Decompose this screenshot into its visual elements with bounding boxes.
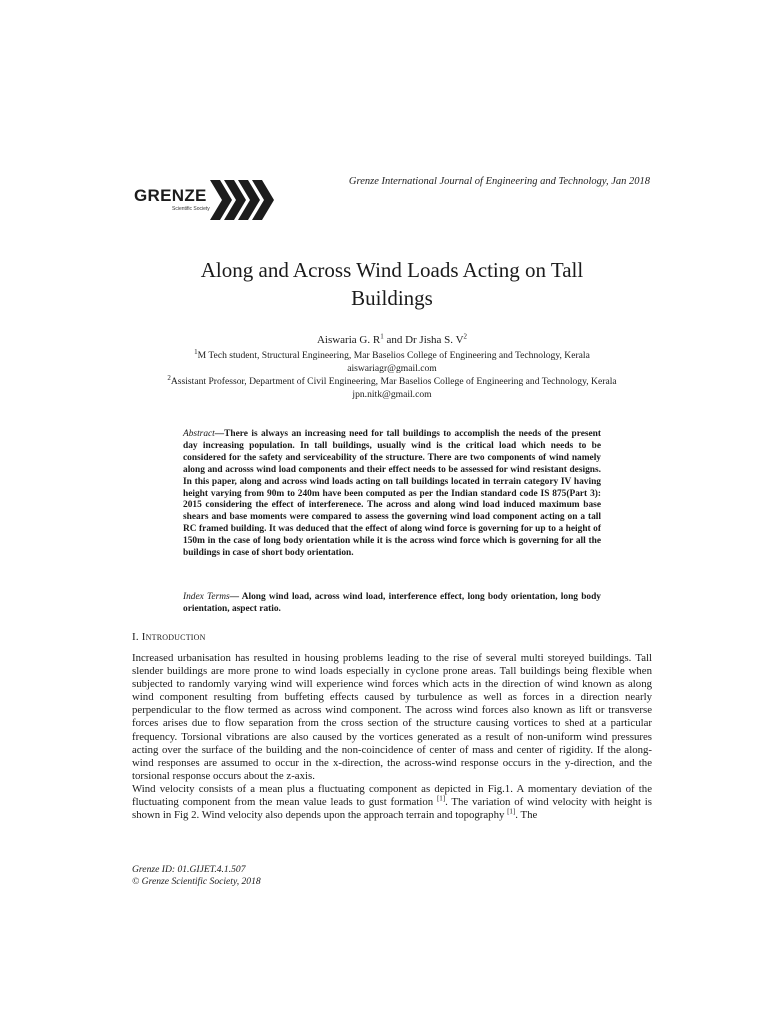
author-1: Aiswaria G. R xyxy=(316,334,381,346)
affiliation-2 xyxy=(92,373,692,388)
citation-2: [1] xyxy=(507,807,516,816)
journal-header: Grenze International Journal of Engineering and Technology, Jan 2018 xyxy=(348,176,650,187)
copyright: © Grenze Scientific Society, 2018 xyxy=(132,876,261,887)
page-footer xyxy=(132,864,261,888)
paragraph-2 xyxy=(132,783,652,822)
grenze-id: Grenze ID: 01.GIJET.4.1.507 xyxy=(132,864,246,875)
paragraph-2-part-2: . The variation of wind velocity with height is shown in Fig 2. Wind velocity also depends upon the approach terrain and topography xyxy=(132,796,652,822)
email-2: jpn.nitk@gmail.com xyxy=(352,389,432,400)
index-terms-lead: Index Terms xyxy=(183,592,230,602)
title-line-2: Buildings xyxy=(351,286,433,310)
paragraph-2-part-3: . The xyxy=(515,809,538,822)
abstract xyxy=(183,429,601,560)
section-heading xyxy=(132,631,206,643)
paragraph-1: Increased urbanisation has resulted in housing problems leading to the rise of several multi storeyed buildings. Tall slender buildings are more prone to wind loads especially in cyclone prone areas. Tall buildings being flexible when subjected to randomly varying wind will experience wind forces which acts in the direction of wind known as along wind component resulting from buffeting effects caused by turbulence as well as forces in a direction nearly perpendicular to the flow termed as across wind component. The across wind forces also known as lift or transverse forces arises due to flow separation from the cross section of the structure causing vortices to shed at a particular frequency. Torsional vibrations are also caused by the vortices generated as a result of non-uniform wind pressures acting over the surface of the building and the non-coincidence of center of mass and center of rigidity. If the along-wind responses are assumed to occur in the x-direction, the across-wind response occurs in the y-direction, and the torsional response occurs about the z-axis. xyxy=(132,652,652,782)
author-2: and Dr Jisha S. V xyxy=(383,334,464,346)
affiliation-1 xyxy=(92,347,692,362)
paper-title xyxy=(130,256,654,312)
affiliation-2-text: Assistant Professor, Department of Civil Engineering, Mar Baselios College of Engineering and Technology, Kerala xyxy=(170,376,617,387)
index-terms-text: — Along wind load, across wind load, interference effect, long body orientation, long body orientation, aspect ratio. xyxy=(183,592,601,614)
paragraph-2-part-1: Wind velocity consists of a mean plus a fluctuating component as depicted in Fig.1. A momentary deviation of the fluctuating component from the mean value leads to gust formation xyxy=(132,782,652,809)
logo-tagline: Scientific Society xyxy=(172,206,210,212)
logo-wordmark: GRENZE xyxy=(134,186,207,205)
grenze-logo xyxy=(134,176,284,224)
affiliation-1-sup: 1 xyxy=(194,347,198,356)
email-1: aiswariagr@gmail.com xyxy=(347,363,437,374)
citation-1: [1] xyxy=(436,794,446,803)
index-terms xyxy=(183,592,601,616)
title-line-1: Along and Across Wind Loads Acting on Tall xyxy=(200,258,584,282)
abstract-lead: Abstract xyxy=(183,429,215,439)
body-text xyxy=(132,652,652,822)
chevron-arrows-icon xyxy=(210,178,282,222)
author-1-sup: 1 xyxy=(380,332,384,341)
author-list xyxy=(130,334,654,347)
section-number: I. xyxy=(132,631,142,643)
section-title: Introduction xyxy=(141,631,206,643)
abstract-text: —There is always an increasing need for tall buildings to accomplish the needs of the present day increasing population. In tall buildings, usually wind is the critical load which needs to be considered for the safety and serviceability of the structure. There are two components of wind namely along and acrosss wind load components and their effect needs to be assessed for wind resistant designs. In this paper, along and across wind loads acting on tall buildings located in terrain category IV having height varying from 90m to 240m have been computed as per the Indian standard code IS 875(Part 3): 2015 considering the effect of interferenece. The across and along wind load induced maximum base shears and base moments were compared to assess the governing wind load component acting on a tall RC framed building. It was deduced that the effect of along wind force is governing for up to a height of 150m in the case of long body orientation while it is the across wind force which is governing for all the buildings in case of short body orientation. xyxy=(183,429,601,559)
affiliation-1-text: M Tech student, Structural Engineering, Mar Baselios College of Engineering and Technology, Kerala xyxy=(197,350,590,361)
author-2-sup: 2 xyxy=(463,332,468,341)
affiliation-2-sup: 2 xyxy=(167,373,171,382)
